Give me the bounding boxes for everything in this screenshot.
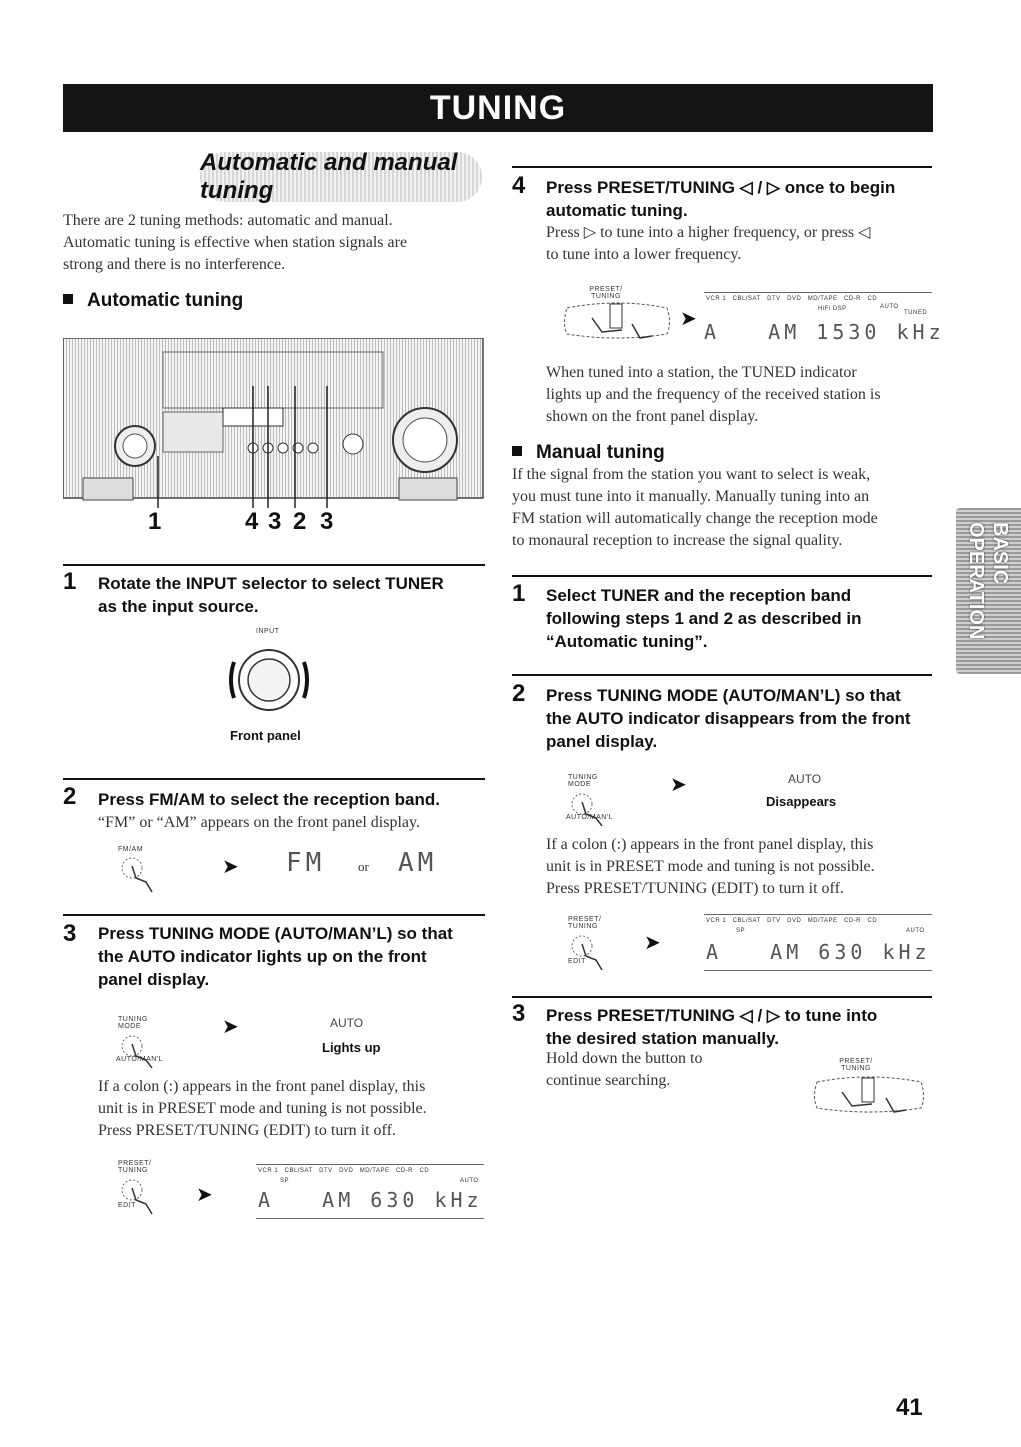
step-body bbox=[546, 222, 932, 266]
step-title bbox=[546, 684, 936, 753]
display-auto: AUTO bbox=[880, 304, 899, 310]
step-title bbox=[98, 922, 488, 991]
display-frame-top bbox=[256, 1164, 484, 1165]
preset-tuning-label: PRESET/ TUNING bbox=[568, 916, 602, 930]
automatic-tuning-heading bbox=[63, 290, 243, 312]
step-title bbox=[546, 584, 932, 653]
page-number: 41 bbox=[896, 1394, 923, 1421]
side-tab-label: BASIC bbox=[989, 522, 1011, 585]
body-line: FM station will automatically change the reception mode bbox=[512, 510, 878, 527]
step-number: 3 bbox=[63, 920, 77, 947]
body-line: If a colon (:) appears in the front panel display, this bbox=[98, 1078, 426, 1095]
step-title-line: the desired station manually. bbox=[546, 1029, 780, 1048]
step-title-line: Rotate the INPUT selector to select TUNER bbox=[98, 574, 444, 593]
auto-manl-button-label: AUTO/MAN'L bbox=[116, 1056, 164, 1063]
finger-press-icon bbox=[116, 854, 158, 894]
step-title: Press FM/AM to select the reception band. bbox=[98, 790, 440, 809]
page-title: TUNING bbox=[429, 88, 567, 127]
step-title-line: the AUTO indicator disappears from the front bbox=[546, 709, 911, 728]
step-title-line: panel display. bbox=[98, 970, 210, 989]
input-knob-label: INPUT bbox=[256, 628, 280, 635]
heading-text: Automatic tuning bbox=[87, 290, 244, 311]
step-title-line: automatic tuning. bbox=[546, 201, 688, 220]
body-line: you must tune into it manually. Manually tuning into an bbox=[512, 488, 870, 505]
step-title-line: as the input source. bbox=[98, 597, 259, 616]
right-arrow-icon: ➤ bbox=[222, 1016, 239, 1038]
front-panel-caption: Front panel bbox=[230, 728, 301, 743]
step-title-line: “Automatic tuning”. bbox=[546, 632, 708, 651]
body-line: If the signal from the station you want to select is weak, bbox=[512, 466, 871, 483]
step-divider bbox=[512, 575, 932, 577]
display-sources: VCR 1 CBL/SAT DTV DVD MD/TAPE CD-R CD bbox=[706, 918, 878, 924]
step-divider bbox=[63, 778, 485, 780]
body-line: to monaural reception to increase the signal quality. bbox=[512, 532, 843, 549]
display-frame-top bbox=[704, 914, 932, 915]
tuning-mode-button-label: TUNING MODE bbox=[118, 1016, 148, 1030]
display-hifi-dsp: HiFi DSP bbox=[818, 306, 847, 312]
right-arrow-icon: ➤ bbox=[644, 932, 661, 954]
step-title bbox=[98, 572, 488, 618]
display-sources: VCR 1 CBL/SAT DTV DVD MD/TAPE CD-R CD bbox=[706, 296, 878, 302]
display-readout: A AM 630 kHz bbox=[258, 1188, 483, 1212]
side-tab-label: OPERATION bbox=[965, 522, 987, 640]
intro-line: Automatic tuning is effective when station signals are bbox=[63, 234, 408, 251]
step-title-line: Press TUNING MODE (AUTO/MAN’L) so that bbox=[98, 924, 453, 943]
display-readout: A AM 630 kHz bbox=[706, 940, 931, 964]
or-text: or bbox=[358, 859, 369, 874]
callout-label: 1 bbox=[148, 508, 162, 535]
input-selector-knob-icon bbox=[226, 640, 312, 720]
display-frame-bottom bbox=[704, 970, 932, 971]
manual-intro bbox=[512, 464, 932, 552]
section-title bbox=[200, 149, 482, 204]
bullet-square-icon bbox=[512, 446, 522, 456]
step-divider bbox=[63, 564, 485, 566]
preset-tuning-buttons-icon bbox=[812, 1072, 926, 1118]
edit-label: EDIT bbox=[118, 1202, 136, 1209]
callout-label: 4 bbox=[245, 508, 259, 535]
body-line: Press PRESET/TUNING (EDIT) to turn it off. bbox=[98, 1122, 396, 1139]
callout-label: 2 bbox=[293, 508, 307, 535]
intro-line: strong and there is no interference. bbox=[63, 256, 286, 273]
step-divider bbox=[512, 166, 932, 168]
preset-tuning-label: PRESET/ TUNING bbox=[118, 1160, 152, 1174]
fm-am-button-label: FM/AM bbox=[118, 846, 144, 853]
step-title-line: the AUTO indicator lights up on the front bbox=[98, 947, 427, 966]
body-line: lights up and the frequency of the received station is bbox=[546, 386, 881, 403]
right-arrow-icon: ➤ bbox=[196, 1184, 213, 1206]
body-line: to tune into a lower frequency. bbox=[546, 246, 742, 263]
body-line: When tuned into a station, the TUNED indicator bbox=[546, 364, 857, 381]
right-arrow-icon: ➤ bbox=[670, 774, 687, 796]
step-title bbox=[546, 176, 932, 222]
display-am: AM bbox=[398, 848, 438, 878]
heading-text: Manual tuning bbox=[536, 442, 665, 463]
step-title-line: Press PRESET/TUNING ◁ / ▷ to tune into bbox=[546, 1006, 878, 1025]
step-title-line: following steps 1 and 2 as described in bbox=[546, 609, 862, 628]
manual-tuning-heading bbox=[512, 442, 665, 464]
basic-operation-side-tab bbox=[956, 508, 1021, 674]
preset-tuning-buttons-icon bbox=[562, 298, 672, 344]
step-title-line: panel display. bbox=[546, 732, 658, 751]
page-title-banner bbox=[63, 84, 933, 132]
edit-label: EDIT bbox=[568, 958, 586, 965]
step-title-line: Select TUNER and the reception band bbox=[546, 586, 852, 605]
step-number: 1 bbox=[63, 568, 77, 595]
step-divider bbox=[63, 914, 485, 916]
display-sources: VCR 1 CBL/SAT DTV DVD MD/TAPE CD-R CD bbox=[258, 1168, 430, 1174]
step-body bbox=[546, 362, 932, 428]
step-number: 1 bbox=[512, 580, 526, 607]
step-title-line: Press PRESET/TUNING ◁ / ▷ once to begin bbox=[546, 178, 896, 197]
body-line: Press ▷ to tune into a higher frequency, or press ◁ bbox=[546, 224, 871, 241]
tuning-mode-button-label: TUNING MODE bbox=[568, 774, 598, 788]
bullet-square-icon bbox=[63, 294, 73, 304]
auto-indicator: AUTO bbox=[330, 1016, 364, 1030]
body-line: unit is in PRESET mode and tuning is not possible. bbox=[546, 858, 875, 875]
display-frame-bottom bbox=[256, 1218, 484, 1219]
section-title-text: Automatic and manual tuning bbox=[200, 149, 458, 204]
display-auto: AUTO bbox=[906, 928, 925, 934]
right-arrow-icon: ➤ bbox=[680, 308, 697, 330]
body-line: If a colon (:) appears in the front panel display, this bbox=[546, 836, 874, 853]
step-number: 4 bbox=[512, 172, 526, 199]
display-fm: FM bbox=[286, 848, 326, 878]
step-body bbox=[546, 1048, 786, 1092]
step-number: 2 bbox=[63, 783, 77, 810]
step-body: “FM” or “AM” appears on the front panel display. bbox=[98, 814, 420, 831]
step-number: 3 bbox=[512, 1000, 526, 1027]
intro-text bbox=[63, 210, 483, 276]
body-line: continue searching. bbox=[546, 1072, 671, 1089]
step-title bbox=[546, 1004, 932, 1050]
display-frame-top bbox=[704, 292, 932, 293]
callout-label: 3 bbox=[268, 508, 282, 535]
step-number: 2 bbox=[512, 680, 526, 707]
body-line: Press PRESET/TUNING (EDIT) to turn it off. bbox=[546, 880, 844, 897]
auto-indicator: AUTO bbox=[788, 772, 822, 786]
callout-label: 3 bbox=[320, 508, 334, 535]
preset-tuning-label: PRESET/ TUNING bbox=[589, 286, 623, 300]
step-body bbox=[98, 1076, 488, 1142]
intro-line: There are 2 tuning methods: automatic and manual. bbox=[63, 212, 393, 229]
step-divider bbox=[512, 996, 932, 998]
display-sp: SP bbox=[280, 1178, 290, 1184]
display-tuned: TUNED bbox=[904, 310, 928, 316]
display-readout: A AM 1530 kHz bbox=[704, 320, 945, 344]
body-line: shown on the front panel display. bbox=[546, 408, 759, 425]
display-auto: AUTO bbox=[460, 1178, 479, 1184]
body-line: Hold down the button to bbox=[546, 1050, 703, 1067]
step-divider bbox=[512, 674, 932, 676]
display-sp: SP bbox=[736, 928, 746, 934]
body-line: unit is in PRESET mode and tuning is not possible. bbox=[98, 1100, 427, 1117]
disappears-status: Disappears bbox=[766, 794, 837, 809]
step-title-line: Press TUNING MODE (AUTO/MAN’L) so that bbox=[546, 686, 901, 705]
right-arrow-icon: ➤ bbox=[222, 856, 239, 878]
auto-manl-button-label: AUTO/MAN'L bbox=[566, 814, 614, 821]
preset-tuning-label: PRESET/ TUNING bbox=[839, 1058, 873, 1072]
lights-up-status: Lights up bbox=[322, 1040, 381, 1055]
step-body bbox=[546, 834, 936, 900]
